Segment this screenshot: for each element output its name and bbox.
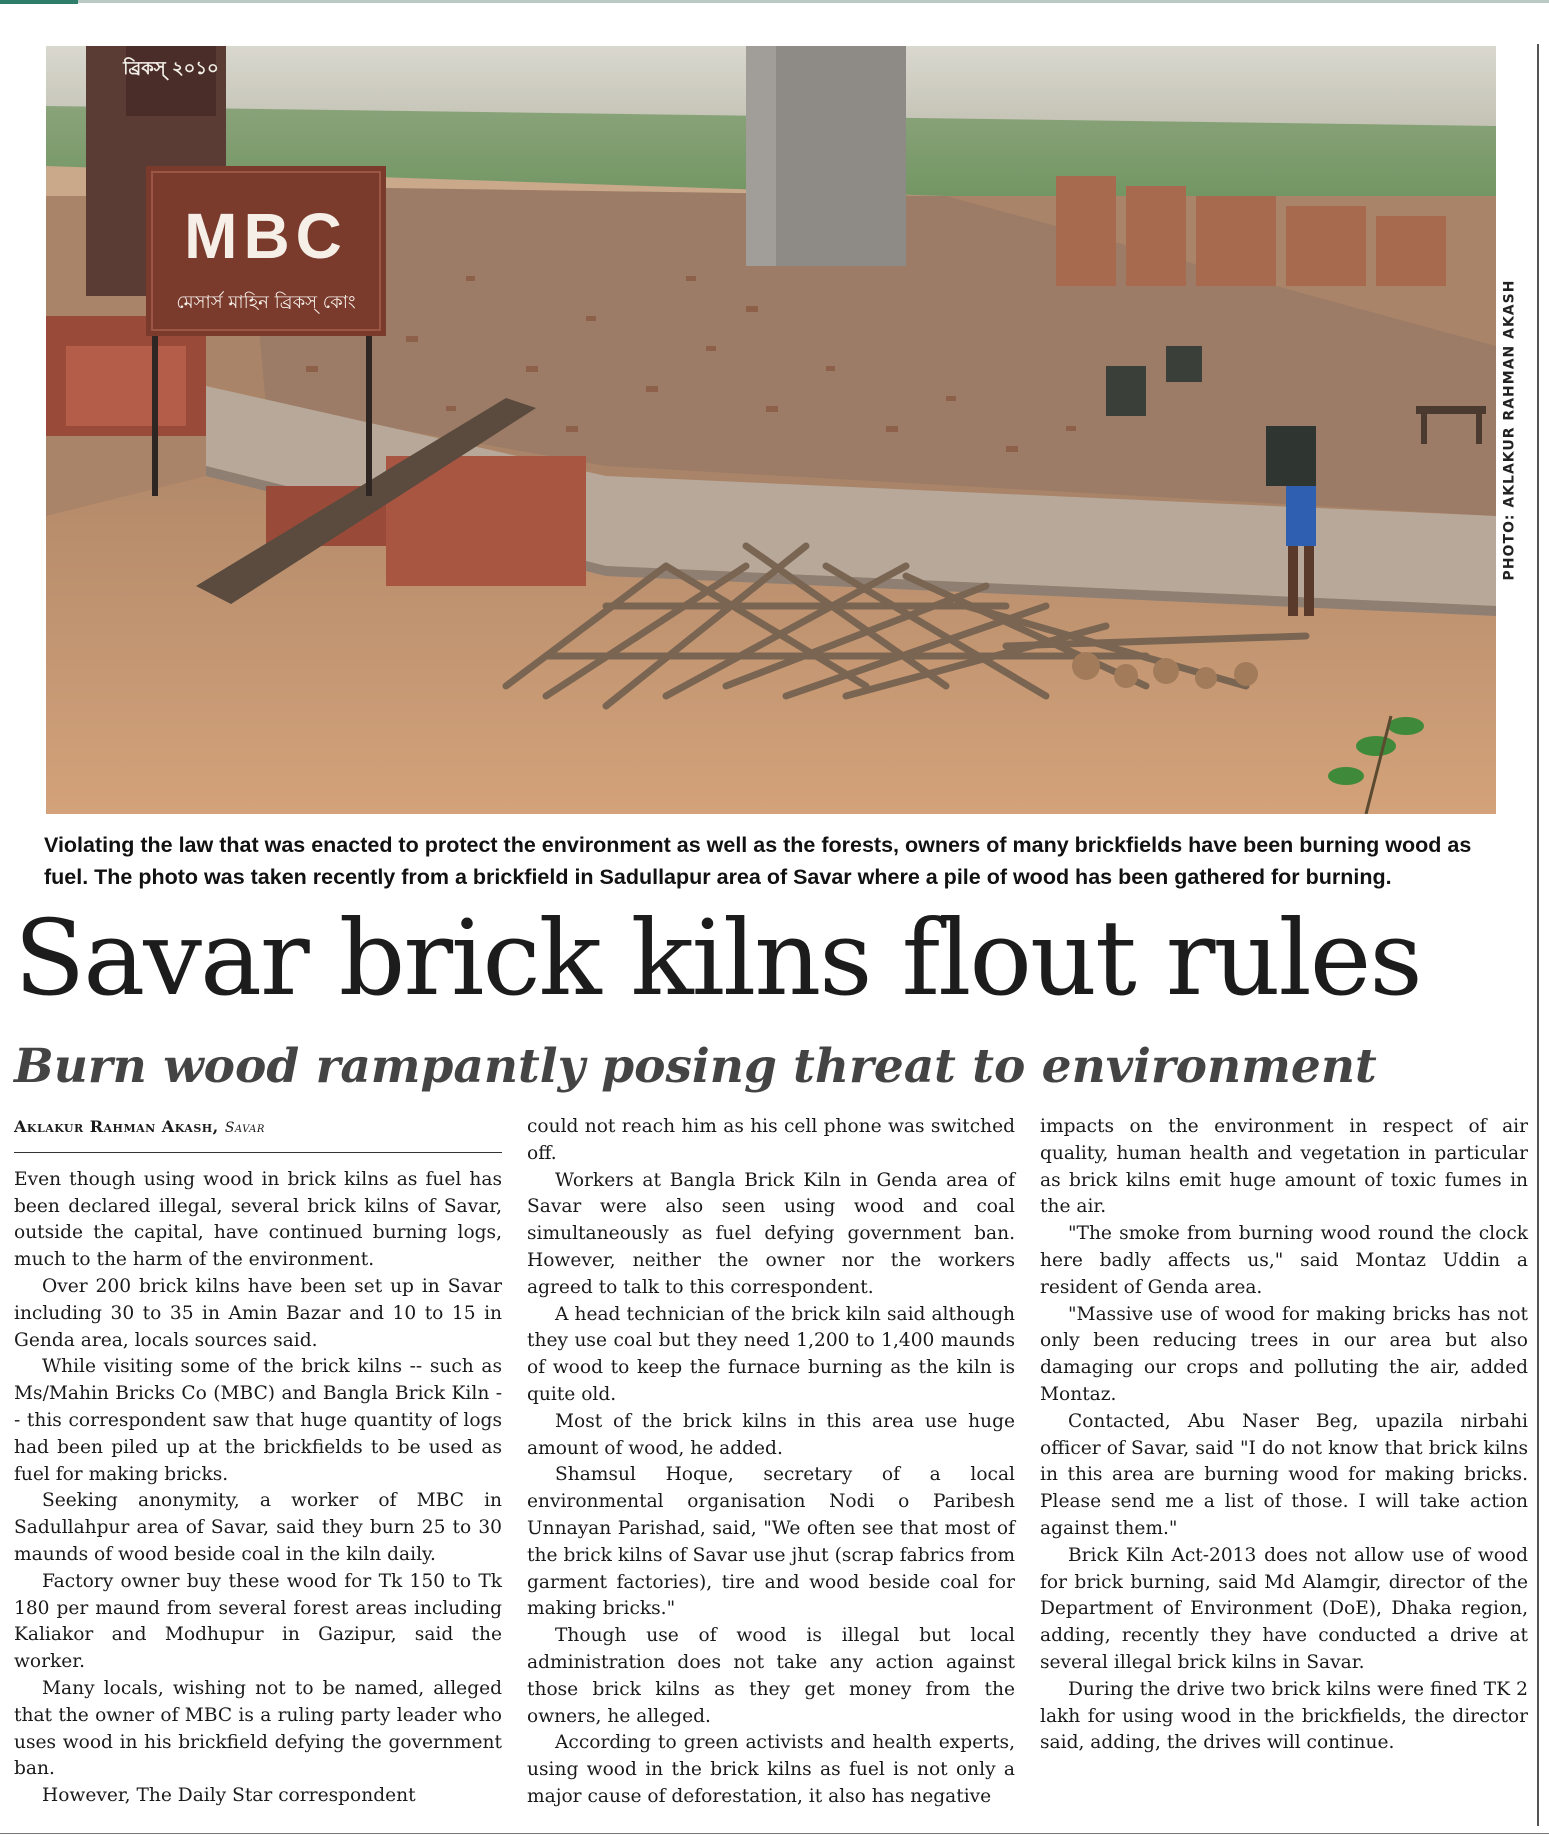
top-rule-accent — [0, 0, 78, 4]
paragraph: impacts on the environment in respect of air quality, human health and vegetation in particular as brick kilns emit huge amount of toxic fumes in the air. — [1040, 1116, 1528, 1218]
paragraph: Most of the brick kilns in this area use huge amount of wood, he added. — [527, 1410, 1015, 1459]
paragraph: A head technician of the brick kiln said although they use coal but they need 1,200 to 1,400 maunds of wood to keep the furnace burning as the kiln is quite old. — [527, 1303, 1015, 1405]
paragraph: Even though using wood in brick kilns as fuel has been declared illegal, several brick kilns of Savar, outside the capital, have continued burning logs, much to the harm of the environment. — [14, 1168, 502, 1271]
paragraph: Many locals, wishing not to be named, alleged that the owner of MBC is a ruling party leader who uses wood in his brickfield defying the government ban. — [14, 1677, 502, 1780]
paragraph: Contacted, Abu Naser Beg, upazila nirbahi officer of Savar, said "I do not know that brick kilns in this area are burning wood for making bricks. Please send me a list of those. I will take action against them." — [1040, 1410, 1528, 1539]
paragraph: Seeking anonymity, a worker of MBC in Sadullahpur area of Savar, said they burn 25 to 30 maunds of wood beside coal in the kiln daily. — [14, 1490, 502, 1565]
paragraph: Brick Kiln Act-2013 does not allow use of wood for brick burning, said Md Alamgir, director of the Department of Environment (DoE), Dhaka region, adding, recently they have conducted a drive at several illegal brick kilns in Savar. — [1040, 1544, 1528, 1673]
column-rule — [1537, 44, 1539, 1826]
paragraph: Shamsul Hoque, secretary of a local environmental organisation Nodi o Paribesh Unnayan Parishad, said, "We often see that most of the brick kilns of Savar use jhut (scrap fabrics from garment factories), tire and wood beside coal for making bricks." — [527, 1464, 1015, 1620]
article-column-2 — [527, 1114, 1015, 1811]
photo-credit: PHOTO: AKLAKUR RAHMAN AKASH — [1501, 279, 1517, 581]
article-column-3 — [1040, 1114, 1528, 1757]
paragraph: Workers at Bangla Brick Kiln in Genda area of Savar were also seen using wood and coal simultaneously as fuel defying government ban. However, neither the owner nor the workers agreed to talk to this correspondent. — [527, 1169, 1015, 1298]
chimney-text: ব্রিকস্ ২০১০ — [123, 58, 219, 79]
paragraph: However, The Daily Star correspondent — [42, 1785, 416, 1807]
article-column-1 — [14, 1114, 502, 1810]
paragraph: While visiting some of the brick kilns -- such as Ms/Mahin Bricks Co (MBC) and Bangla Brick Kiln -- this correspondent saw that huge quantity of logs had been piled up at the brickfields to be used as fuel for making bricks. — [14, 1356, 502, 1485]
paragraph: "Massive use of wood for making bricks has not only been reducing trees in our area but also damaging our crops and polluting the air, added Montaz. — [1040, 1303, 1528, 1405]
byline — [14, 1114, 502, 1153]
paragraph: During the drive two brick kilns were fined TK 2 lakh for using wood in the brickfields, the director said, adding, the drives will continue. — [1040, 1678, 1528, 1754]
headline: Savar brick kilns flout rules — [14, 897, 1421, 1019]
paragraph: "The smoke from burning wood round the clock here badly affects us," said Montaz Uddin a resident of Genda area. — [1040, 1223, 1528, 1298]
sign-subtext: মেসার্স মাহিন ব্রিকস্ কোং — [176, 292, 356, 313]
paragraph: Factory owner buy these wood for Tk 150 to Tk 180 per maund from several forest areas including Kaliakor and Modhupur in Gazipur, said the worker. — [14, 1570, 502, 1673]
sign-text: MBC — [184, 200, 348, 272]
paragraph: Over 200 brick kilns have been set up in Savar including 30 to 35 in Amin Bazar and 10 to 15 in Genda area, locals sources said. — [14, 1275, 502, 1351]
brickfield-photo — [46, 46, 1496, 814]
photo-illustration — [46, 46, 1496, 814]
paragraph: According to green activists and health experts, using wood in the brick kilns as fuel is not only a major cause of deforestation, it also has negative — [527, 1732, 1015, 1807]
subheadline: Burn wood rampantly posing threat to environment — [14, 1039, 1377, 1094]
paragraph: could not reach him as his cell phone was switched off. — [527, 1116, 1015, 1164]
byline-author: Aklakur Rahman Akash, — [14, 1117, 219, 1136]
photo-caption: Violating the law that was enacted to protect the environment as well as the forests, owners of many brickfields have been burning wood as fuel. The photo was taken recently from a brickfield in Sadullapur area of Savar where a pile of wood has been gathered for burning. — [44, 833, 1472, 889]
paragraph: Though use of wood is illegal but local administration does not take any action against those brick kilns as they get money from the owners, he alleged. — [527, 1625, 1015, 1727]
bottom-rule — [0, 1833, 1549, 1834]
byline-place: Savar — [224, 1120, 265, 1136]
top-rule — [0, 0, 1549, 3]
